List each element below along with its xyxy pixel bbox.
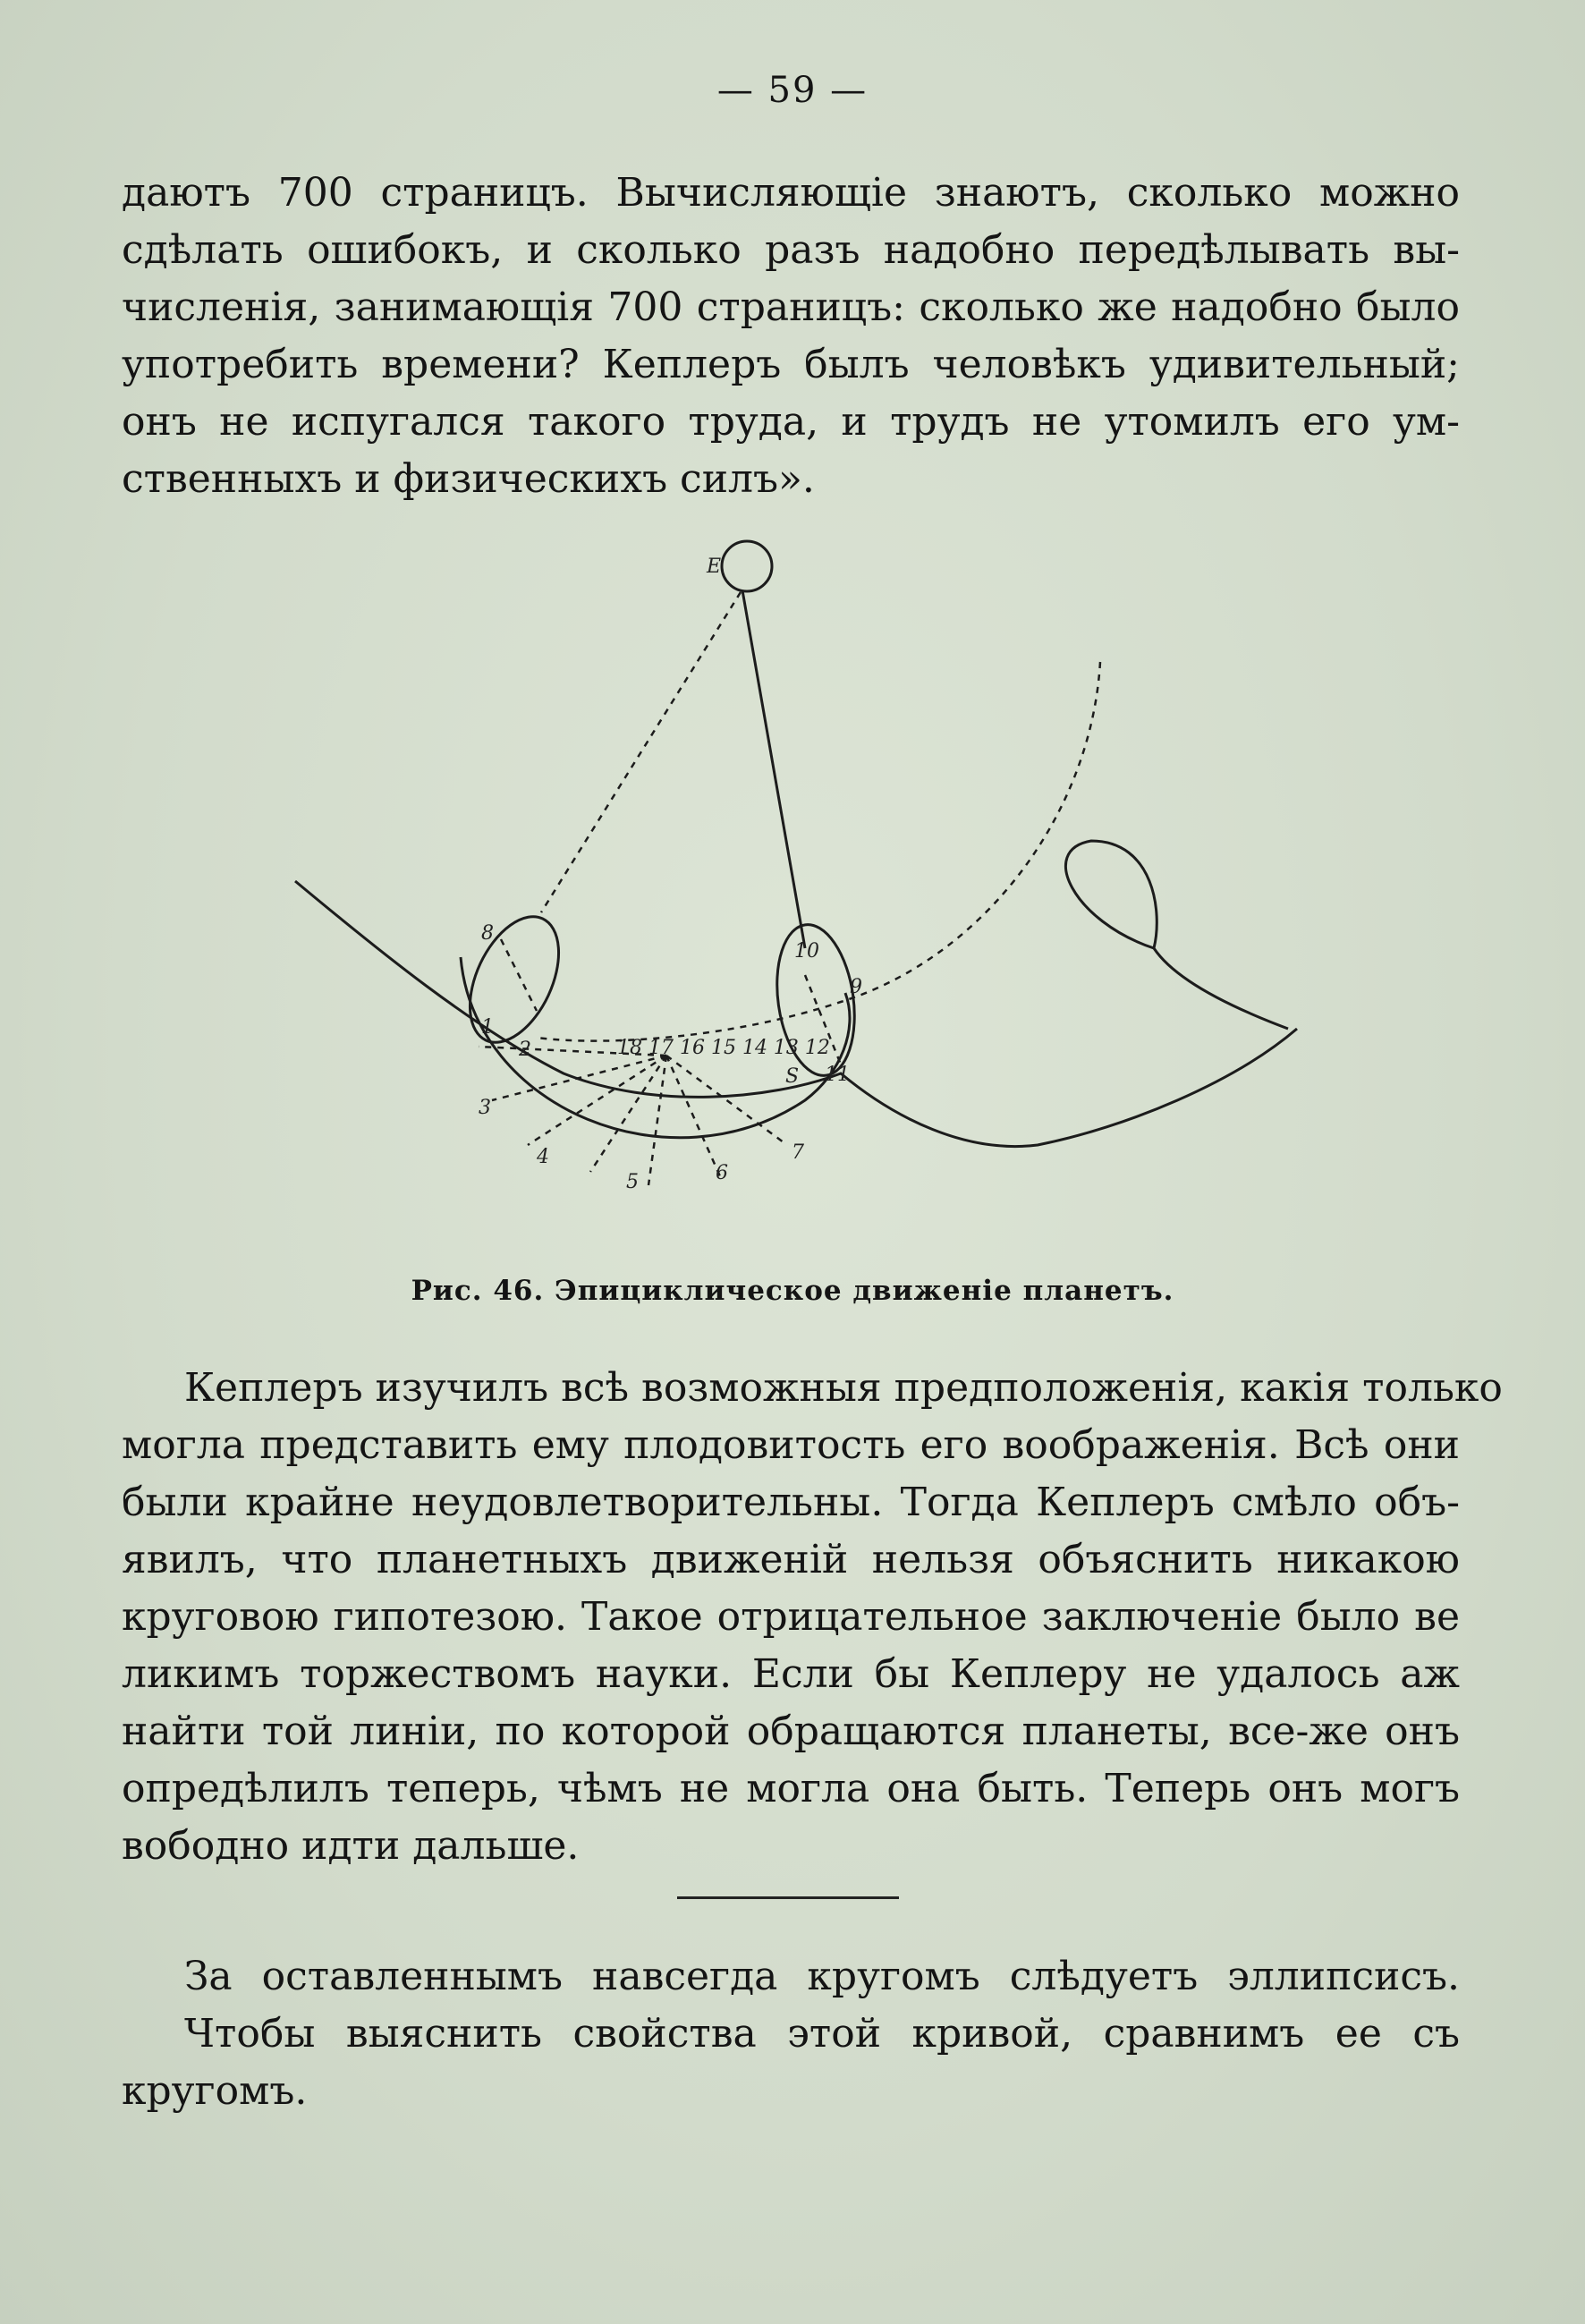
text-line: За оставленнымъ навсегда кругомъ слѣдуетъ эллипсисъ. <box>184 1954 1460 1999</box>
radius-line <box>648 1056 666 1185</box>
dashed-orbit <box>537 662 1100 1041</box>
text-line: ликимъ торжествомъ науки. Если бы Кеплеру не удалось аж <box>122 1651 1460 1697</box>
label-8: 8 <box>481 922 494 945</box>
paragraph-kepler-calculations <box>122 165 1460 508</box>
text-line: Кеплеръ изучилъ всѣ возможныя предположенія, какія только <box>184 1365 1503 1411</box>
label-5: 5 <box>626 1171 639 1193</box>
earth-circle <box>722 541 772 591</box>
radius-line <box>666 1056 720 1176</box>
radius-line <box>501 939 537 1011</box>
label-7: 7 <box>792 1141 804 1164</box>
text-line: круговою гипотезою. Такое отрицательное заключеніе было ве <box>122 1594 1460 1640</box>
text-line: были крайне неудовлетворительны. Тогда Кеплеръ смѣло объ- <box>122 1480 1460 1525</box>
label-6: 6 <box>716 1162 728 1184</box>
text-line: онъ не испугался такого труда, и трудъ не утомилъ его ум- <box>122 399 1460 445</box>
label-earth: Е <box>707 556 722 578</box>
text-line: кругомъ. <box>122 2068 308 2114</box>
label-3: 3 <box>479 1097 491 1119</box>
left-loop <box>452 903 577 1056</box>
paragraph-ellipse-intro <box>122 1948 1460 2120</box>
section-divider <box>677 1896 899 1899</box>
right-loop <box>1065 841 1288 1029</box>
label-2: 2 <box>519 1039 531 1061</box>
text-line: явилъ, что планетныхъ движеній нельзя объяснить никакою <box>122 1537 1460 1582</box>
text-line: найти той линіи, по которой обращаются планеты, все-же онъ <box>122 1709 1460 1754</box>
page-number: — 59 — <box>716 70 869 111</box>
text-line: Чтобы выяснить свойства этой кривой, сравнимъ ее съ <box>184 2011 1460 2057</box>
label-4: 4 <box>537 1146 549 1168</box>
label-sun: S <box>785 1065 800 1088</box>
text-line: даютъ 700 страницъ. Вычисляющіе знаютъ, сколько можно <box>122 170 1460 216</box>
figure-caption: Рис. 46. Эпициклическое движеніе планетъ. <box>411 1275 1174 1307</box>
label-11: 11 <box>825 1064 850 1086</box>
text-line: опредѣлилъ теперь, чѣмъ не могла она быть. Теперь онъ могъ <box>122 1766 1460 1811</box>
text-line: могла представить ему плодовитость его воображенія. Всѣ они <box>122 1422 1460 1468</box>
sight-line-dashed <box>541 592 741 912</box>
text-line: сдѣлать ошибокъ, и сколько разъ надобно передѣлывать вы- <box>122 227 1460 273</box>
sight-line-solid <box>742 590 805 948</box>
label-center-arc: 18 17 16 15 14 13 12 <box>617 1037 830 1059</box>
label-10: 10 <box>794 940 819 963</box>
label-1: 1 <box>481 1016 494 1039</box>
text-line: ственныхъ и физическихъ силъ». <box>122 456 815 502</box>
paragraph-kepler-hypotheses <box>122 1360 1503 1875</box>
text-line: употребить времени? Кеплеръ былъ человѣкъ удивительный; <box>122 342 1460 387</box>
label-9: 9 <box>850 976 862 998</box>
text-line: численія, занимающія 700 страницъ: сколько же надобно было <box>122 284 1460 330</box>
text-line: вободно идти дальше. <box>122 1823 580 1869</box>
epicycle-diagram <box>268 528 1342 1208</box>
